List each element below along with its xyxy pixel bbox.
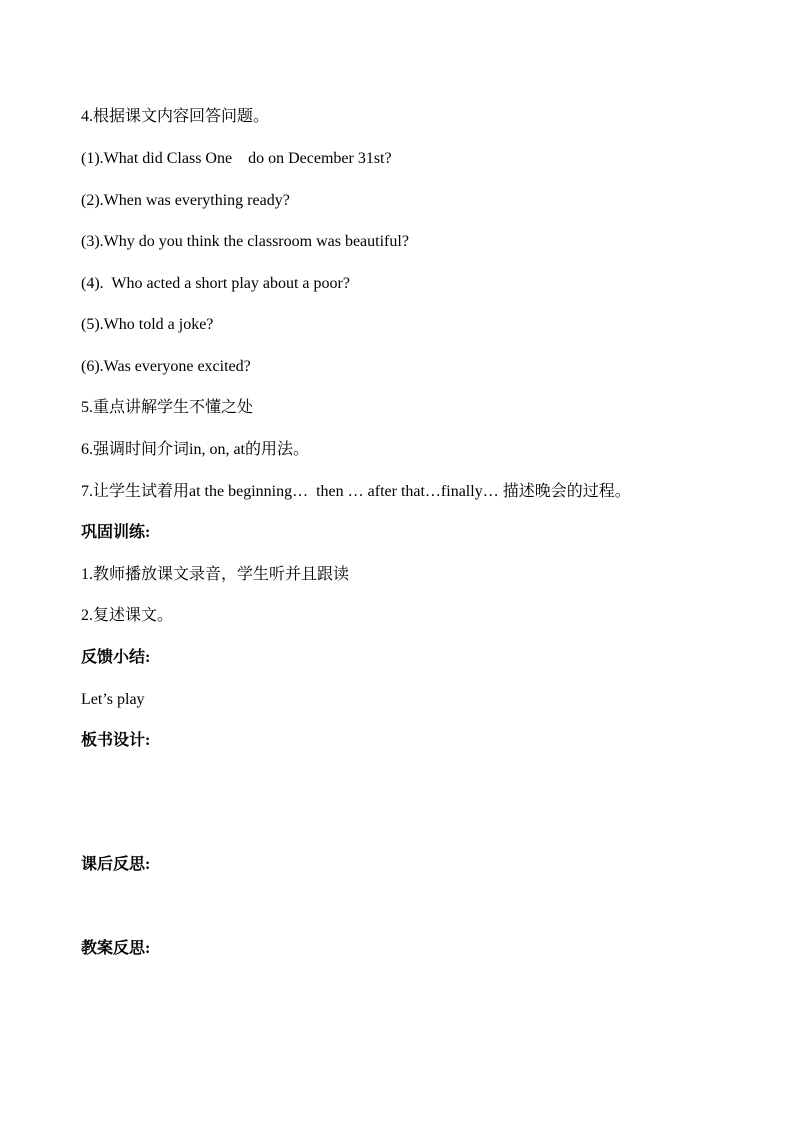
section-heading-lesson-plan-reflection: 教案反思: [81,940,151,957]
question-2: (2).When was everything ready? [81,192,290,209]
step-4-answer-questions: 4.根据课文内容回答问题。 [81,108,270,125]
section-heading-feedback-summary: 反馈小结: [81,649,151,666]
question-4: (4). Who acted a short play about a poor? [81,275,350,292]
question-1: (1).What did Class One do on December 31st? [81,150,392,167]
practice-item-1: 1.教师播放课文录音，学生听并且跟读 [81,566,350,583]
step-6-time-prepositions: 6.强调时间介词in, on, at的用法。 [81,441,309,458]
question-6: (6).Was everyone excited? [81,358,251,375]
section-heading-after-class-reflection: 课后反思: [81,856,151,873]
step-7-describe-party: 7.让学生试着用at the beginning… then … after that…finally… 描述晚会的过程。 [81,483,631,500]
question-3: (3).Why do you think the classroom was beautiful? [81,233,409,250]
feedback-item-lets-play: Let’s play [81,691,145,708]
question-5: (5).Who told a joke? [81,316,214,333]
section-heading-board-design: 板书设计: [81,732,151,749]
practice-item-2: 2.复述课文。 [81,607,174,624]
step-5-explain-difficulties: 5.重点讲解学生不懂之处 [81,399,254,416]
section-heading-practice: 巩固训练: [81,524,151,541]
